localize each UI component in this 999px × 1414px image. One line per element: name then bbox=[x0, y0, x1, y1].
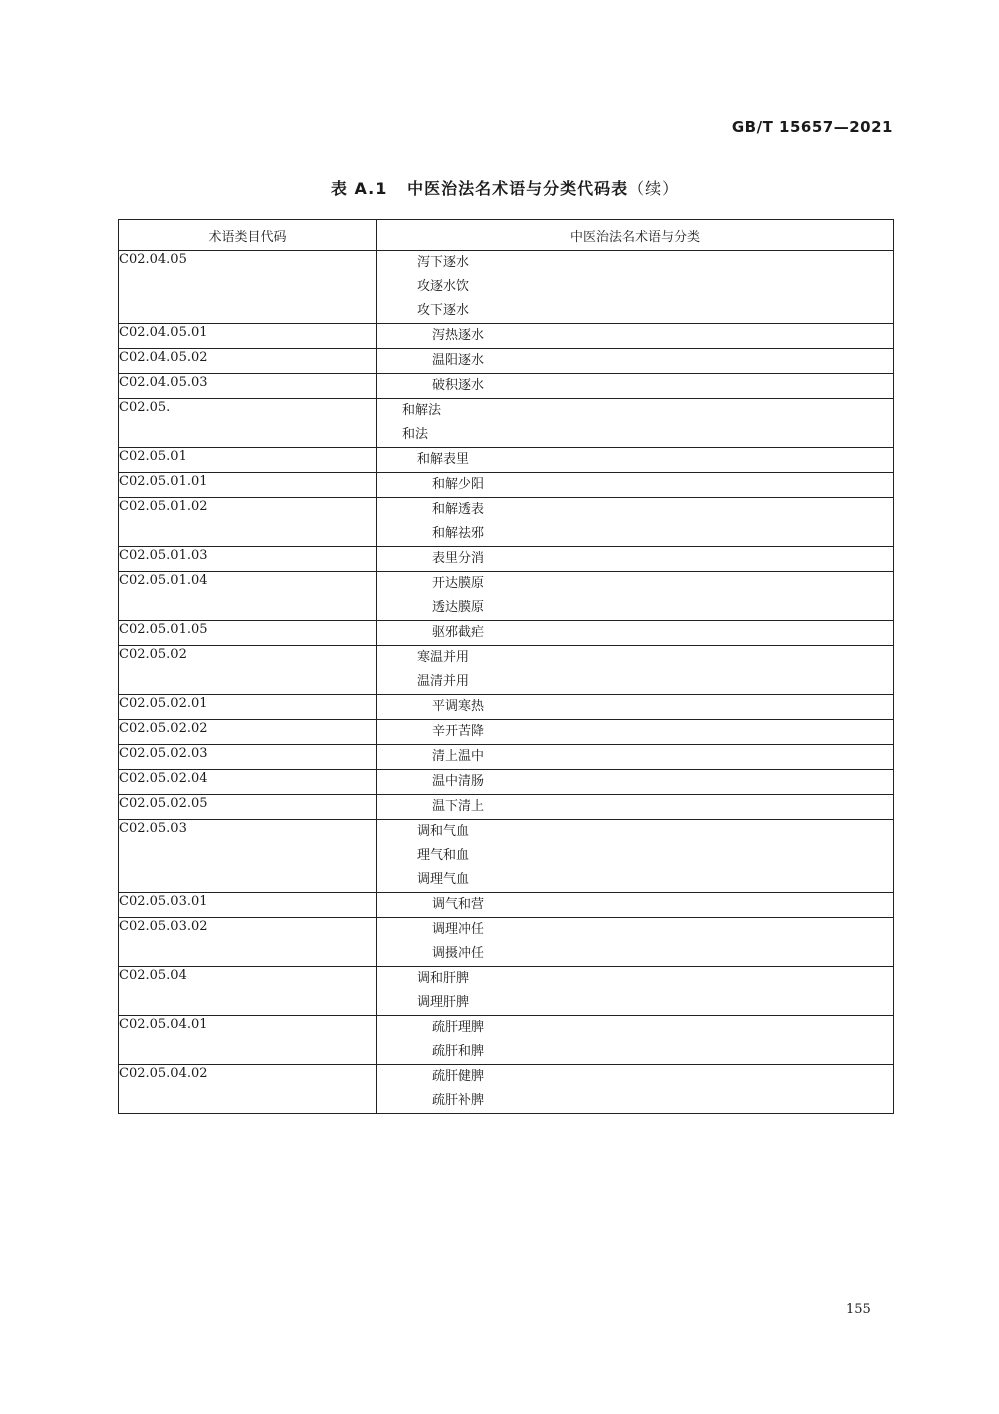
terms-cell bbox=[377, 745, 894, 770]
term-name: 和解少阳 bbox=[432, 477, 485, 492]
category-code: C02.05.01.03 bbox=[119, 548, 208, 563]
category-code: C02.05.01.02 bbox=[119, 499, 208, 514]
terms-cell bbox=[377, 967, 894, 1016]
category-code: C02.04.05.02 bbox=[119, 350, 208, 365]
table-title-suffix: （续） bbox=[628, 179, 680, 198]
term-name: 攻下逐水 bbox=[417, 303, 470, 318]
category-code: C02.05.04 bbox=[119, 968, 187, 983]
term-name: 和解祛邪 bbox=[432, 526, 485, 541]
terms-cell bbox=[377, 621, 894, 646]
table-body bbox=[119, 251, 894, 1114]
table-row bbox=[119, 967, 894, 1016]
category-code-cell bbox=[119, 324, 377, 349]
category-code-cell bbox=[119, 1016, 377, 1065]
term-name: 温阳逐水 bbox=[432, 353, 485, 368]
category-code: C02.05.04.02 bbox=[119, 1066, 208, 1081]
category-code: C02.05.02.04 bbox=[119, 771, 208, 786]
term-name: 调理冲任 bbox=[432, 922, 485, 937]
table-row bbox=[119, 720, 894, 745]
terms-cell bbox=[377, 918, 894, 967]
term-name: 调理气血 bbox=[417, 872, 470, 887]
category-code-cell bbox=[119, 374, 377, 399]
table-row bbox=[119, 1016, 894, 1065]
table-row bbox=[119, 251, 894, 324]
term-name: 和法 bbox=[402, 427, 429, 442]
term-name: 驱邪截疟 bbox=[432, 625, 485, 640]
table-title bbox=[0, 176, 999, 199]
table-header-row bbox=[119, 220, 894, 251]
category-code: C02.05.04.01 bbox=[119, 1017, 208, 1032]
category-code: C02.05.03.01 bbox=[119, 894, 208, 909]
category-code-cell bbox=[119, 1065, 377, 1114]
table-row bbox=[119, 893, 894, 918]
term-name: 温下清上 bbox=[432, 799, 485, 814]
table-row bbox=[119, 473, 894, 498]
terms-cell bbox=[377, 374, 894, 399]
table-title-label: 表 A.1 bbox=[330, 179, 388, 198]
term-name: 温中清肠 bbox=[432, 774, 485, 789]
category-code-cell bbox=[119, 473, 377, 498]
term-name: 温清并用 bbox=[417, 674, 470, 689]
terms-cell bbox=[377, 547, 894, 572]
terms-cell bbox=[377, 720, 894, 745]
term-name: 破积逐水 bbox=[432, 378, 485, 393]
table-row bbox=[119, 795, 894, 820]
terms-cell bbox=[377, 820, 894, 893]
category-code-cell bbox=[119, 695, 377, 720]
term-name: 调和气血 bbox=[417, 824, 470, 839]
term-name: 平调寒热 bbox=[432, 699, 485, 714]
terms-cell bbox=[377, 1016, 894, 1065]
term-name: 泻下逐水 bbox=[417, 255, 470, 270]
category-code: C02.05.03 bbox=[119, 821, 187, 836]
terms-cell bbox=[377, 448, 894, 473]
category-code-cell bbox=[119, 448, 377, 473]
category-code-cell bbox=[119, 349, 377, 374]
table-row bbox=[119, 646, 894, 695]
term-name: 表里分消 bbox=[432, 551, 485, 566]
page-number: 155 bbox=[846, 1302, 871, 1317]
category-code-cell bbox=[119, 720, 377, 745]
terms-cell bbox=[377, 1065, 894, 1114]
term-name: 疏肝和脾 bbox=[432, 1044, 485, 1059]
table-title-name: 中医治法名术语与分类代码表 bbox=[407, 179, 629, 198]
category-code: C02.05.02.03 bbox=[119, 746, 208, 761]
term-name: 调理肝脾 bbox=[417, 995, 470, 1010]
term-name: 疏肝补脾 bbox=[432, 1093, 485, 1108]
category-code-cell bbox=[119, 646, 377, 695]
category-code-cell bbox=[119, 820, 377, 893]
table-row bbox=[119, 695, 894, 720]
category-code: C02.05.03.02 bbox=[119, 919, 208, 934]
term-name: 疏肝理脾 bbox=[432, 1020, 485, 1035]
term-name: 和解法 bbox=[402, 403, 442, 418]
table-row bbox=[119, 374, 894, 399]
category-code: C02.04.05.01 bbox=[119, 325, 208, 340]
category-code: C02.04.05 bbox=[119, 252, 187, 267]
table-row bbox=[119, 399, 894, 448]
category-code-cell bbox=[119, 893, 377, 918]
term-name: 清上温中 bbox=[432, 749, 485, 764]
term-name: 调摄冲任 bbox=[432, 946, 485, 961]
term-name: 疏肝健脾 bbox=[432, 1069, 485, 1084]
category-code-cell bbox=[119, 621, 377, 646]
terms-cell bbox=[377, 893, 894, 918]
category-code-cell bbox=[119, 498, 377, 547]
table-row bbox=[119, 547, 894, 572]
table-row bbox=[119, 918, 894, 967]
category-code-cell bbox=[119, 547, 377, 572]
category-code: C02.05. bbox=[119, 400, 171, 415]
terms-cell bbox=[377, 251, 894, 324]
term-name: 寒温并用 bbox=[417, 650, 470, 665]
table-row bbox=[119, 1065, 894, 1114]
table-row bbox=[119, 324, 894, 349]
term-name: 攻逐水饮 bbox=[417, 279, 470, 294]
terms-cell bbox=[377, 473, 894, 498]
category-code: C02.05.01.05 bbox=[119, 622, 208, 637]
terms-cell bbox=[377, 646, 894, 695]
category-code: C02.05.01.04 bbox=[119, 573, 208, 588]
column-header-terms: 中医治法名术语与分类 bbox=[377, 220, 894, 251]
term-name: 调气和营 bbox=[432, 897, 485, 912]
table-row bbox=[119, 770, 894, 795]
terms-cell bbox=[377, 770, 894, 795]
classification-code-table bbox=[118, 219, 894, 1114]
table-row bbox=[119, 349, 894, 374]
table-row bbox=[119, 498, 894, 547]
terms-cell bbox=[377, 399, 894, 448]
category-code-cell bbox=[119, 918, 377, 967]
category-code-cell bbox=[119, 967, 377, 1016]
term-name: 调和肝脾 bbox=[417, 971, 470, 986]
category-code: C02.05.02.02 bbox=[119, 721, 208, 736]
table-row bbox=[119, 621, 894, 646]
category-code: C02.05.02.01 bbox=[119, 696, 208, 711]
category-code: C02.05.02 bbox=[119, 647, 187, 662]
terms-cell bbox=[377, 572, 894, 621]
category-code-cell bbox=[119, 399, 377, 448]
table-row bbox=[119, 820, 894, 893]
category-code-cell bbox=[119, 770, 377, 795]
term-name: 理气和血 bbox=[417, 848, 470, 863]
category-code: C02.05.01.01 bbox=[119, 474, 208, 489]
term-name: 开达膜原 bbox=[432, 576, 485, 591]
terms-cell bbox=[377, 324, 894, 349]
category-code-cell bbox=[119, 745, 377, 770]
category-code-cell bbox=[119, 251, 377, 324]
category-code-cell bbox=[119, 795, 377, 820]
terms-cell bbox=[377, 695, 894, 720]
table-row bbox=[119, 745, 894, 770]
term-name: 透达膜原 bbox=[432, 600, 485, 615]
category-code-cell bbox=[119, 572, 377, 621]
column-header-code: 术语类目代码 bbox=[119, 220, 377, 251]
category-code: C02.04.05.03 bbox=[119, 375, 208, 390]
standard-number: GB/T 15657—2021 bbox=[731, 118, 893, 136]
category-code: C02.05.02.05 bbox=[119, 796, 208, 811]
term-name: 泻热逐水 bbox=[432, 328, 485, 343]
terms-cell bbox=[377, 349, 894, 374]
category-code: C02.05.01 bbox=[119, 449, 187, 464]
table-row bbox=[119, 572, 894, 621]
term-name: 辛开苦降 bbox=[432, 724, 485, 739]
terms-cell bbox=[377, 795, 894, 820]
table-row bbox=[119, 448, 894, 473]
terms-cell bbox=[377, 498, 894, 547]
term-name: 和解表里 bbox=[417, 452, 470, 467]
term-name: 和解透表 bbox=[432, 502, 485, 517]
